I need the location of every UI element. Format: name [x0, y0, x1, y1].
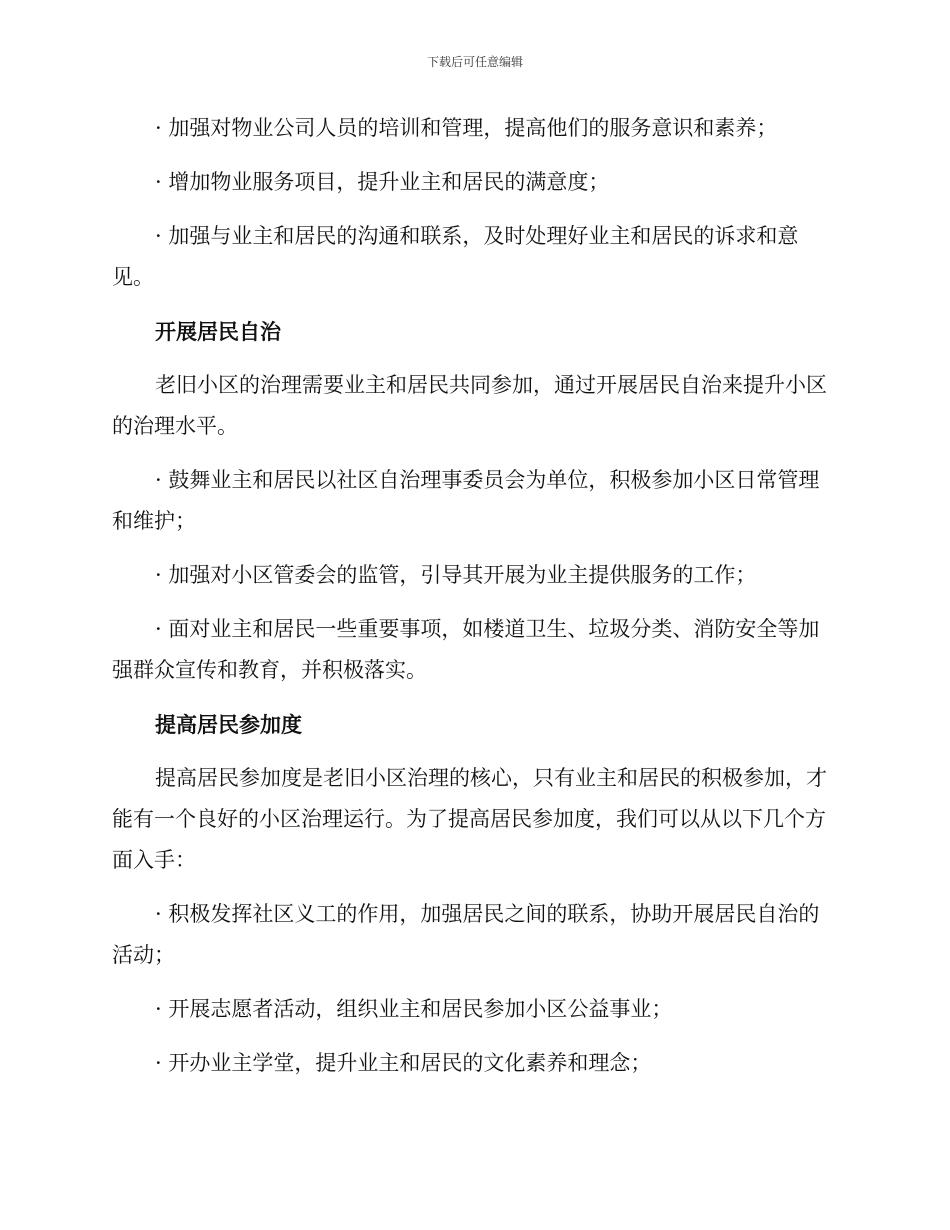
section-heading: 开展居民自治	[155, 319, 281, 344]
body-paragraph: 提高居民参加度是老旧小区治理的核心，只有业主和居民的积极参加，才能有一个良好的小区治理运行。为了提高居民参加度，我们可以从以下几个方面入手：	[112, 766, 827, 872]
bullet-paragraph: · 增加物业服务项目，提升业主和居民的满意度；	[155, 170, 610, 194]
bullet-paragraph: · 面对业主和居民一些重要事项，如楼道卫生、垃圾分类、消防安全等加强群众宣传和教育，并积极落实。	[112, 617, 820, 682]
section-heading: 提高居民参加度	[155, 712, 302, 737]
bullet-paragraph: · 鼓舞业主和居民以社区自治理事委员会为单位，积极参加小区日常管理和维护；	[112, 468, 820, 533]
bullet-paragraph: · 开办业主学堂，提升业主和居民的文化素养和理念；	[155, 1051, 652, 1075]
bullet-paragraph: · 开展志愿者活动，组织业主和居民参加小区公益事业；	[155, 997, 673, 1021]
document-body	[112, 108, 832, 1097]
bullet-paragraph: · 加强对小区管委会的监管，引导其开展为业主提供服务的工作；	[155, 563, 757, 587]
page-header-note: 下载后可任意编辑	[426, 55, 523, 69]
body-paragraph: 老旧小区的治理需要业主和居民共同参加，通过开展居民自治来提升小区的治理水平。	[112, 373, 827, 438]
bullet-paragraph: · 加强对物业公司人员的培训和管理，提高他们的服务意识和素养；	[155, 116, 778, 140]
bullet-paragraph: · 积极发挥社区义工的作用，加强居民之间的联系，协助开展居民自治的活动；	[112, 902, 820, 967]
bullet-paragraph: · 加强与业主和居民的沟通和联系，及时处理好业主和居民的诉求和意见。	[112, 224, 799, 289]
